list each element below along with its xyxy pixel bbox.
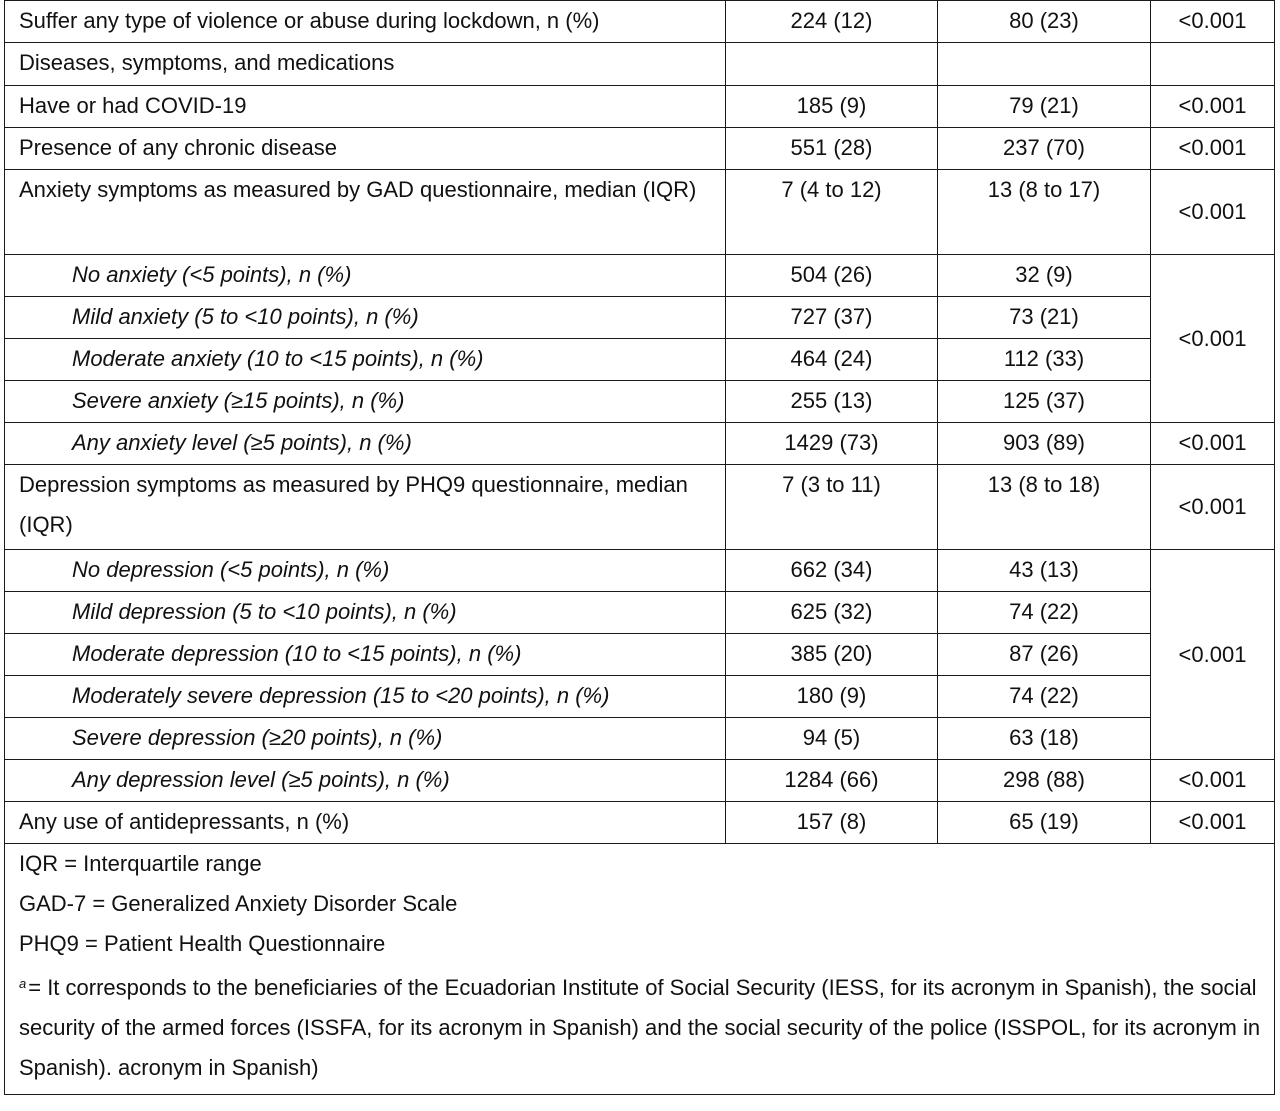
group2-value: 13 (8 to 18) xyxy=(938,465,1151,550)
table-row xyxy=(5,339,1275,381)
row-label: Suffer any type of violence or abuse during lockdown, n (%) xyxy=(5,1,726,43)
group1-value xyxy=(726,43,938,86)
row-label: No anxiety (<5 points), n (%) xyxy=(5,255,726,297)
group2-value: 125 (37) xyxy=(938,381,1151,423)
table-row xyxy=(5,381,1275,423)
row-label: Have or had COVID-19 xyxy=(5,86,726,128)
section-heading: Diseases, symptoms, and medications xyxy=(5,43,726,86)
row-label: No depression (<5 points), n (%) xyxy=(5,550,726,592)
p-value: <0.001 xyxy=(1151,423,1275,465)
group1-value: 157 (8) xyxy=(726,802,938,844)
group1-value: 180 (9) xyxy=(726,676,938,718)
group1-value: 1429 (73) xyxy=(726,423,938,465)
group2-value: 298 (88) xyxy=(938,760,1151,802)
table-row xyxy=(5,592,1275,634)
row-label: Severe anxiety (≥15 points), n (%) xyxy=(5,381,726,423)
group2-value: 32 (9) xyxy=(938,255,1151,297)
group1-value: 185 (9) xyxy=(726,86,938,128)
group2-value: 87 (26) xyxy=(938,634,1151,676)
p-value: <0.001 xyxy=(1151,128,1275,170)
group1-value: 7 (4 to 12) xyxy=(726,170,938,255)
group1-value: 504 (26) xyxy=(726,255,938,297)
row-label: Any anxiety level (≥5 points), n (%) xyxy=(5,423,726,465)
footnote-gad: GAD-7 = Generalized Anxiety Disorder Scale xyxy=(19,891,458,916)
row-label: Any use of antidepressants, n (%) xyxy=(5,802,726,844)
table-row xyxy=(5,718,1275,760)
footnote-iqr: IQR = Interquartile range xyxy=(19,851,262,876)
group1-value: 255 (13) xyxy=(726,381,938,423)
table-row xyxy=(5,423,1275,465)
group2-value: 63 (18) xyxy=(938,718,1151,760)
table-row xyxy=(5,550,1275,592)
row-label: Moderate depression (10 to <15 points), n (%) xyxy=(5,634,726,676)
table-footnotes-row xyxy=(5,844,1275,1095)
group2-value: 74 (22) xyxy=(938,592,1151,634)
footnote-phq: PHQ9 = Patient Health Questionnaire xyxy=(19,931,386,956)
group1-value: 224 (12) xyxy=(726,1,938,43)
group1-value: 551 (28) xyxy=(726,128,938,170)
table-row xyxy=(5,128,1275,170)
table-row xyxy=(5,43,1275,86)
table-row xyxy=(5,255,1275,297)
row-label: Presence of any chronic disease xyxy=(5,128,726,170)
results-table xyxy=(4,0,1275,1095)
p-value xyxy=(1151,43,1275,86)
group1-value: 464 (24) xyxy=(726,339,938,381)
group1-value: 1284 (66) xyxy=(726,760,938,802)
p-value: <0.001 xyxy=(1151,550,1275,760)
table-row xyxy=(5,465,1275,550)
footnote-a-marker: a xyxy=(19,976,27,991)
row-label: Anxiety symptoms as measured by GAD questionnaire, median (IQR) xyxy=(5,170,726,255)
group2-value: 73 (21) xyxy=(938,297,1151,339)
p-value: <0.001 xyxy=(1151,86,1275,128)
row-label: Moderate anxiety (10 to <15 points), n (%) xyxy=(5,339,726,381)
table-row xyxy=(5,86,1275,128)
group2-value xyxy=(938,43,1151,86)
p-value: <0.001 xyxy=(1151,760,1275,802)
row-label: Mild depression (5 to <10 points), n (%) xyxy=(5,592,726,634)
group2-value: 237 (70) xyxy=(938,128,1151,170)
p-value: <0.001 xyxy=(1151,170,1275,255)
table-row xyxy=(5,676,1275,718)
row-label: Depression symptoms as measured by PHQ9 questionnaire, median (IQR) xyxy=(5,465,726,550)
group2-value: 65 (19) xyxy=(938,802,1151,844)
group2-value: 112 (33) xyxy=(938,339,1151,381)
table-row xyxy=(5,170,1275,255)
p-value: <0.001 xyxy=(1151,465,1275,550)
table-row xyxy=(5,802,1275,844)
table-footnotes xyxy=(5,844,1275,1095)
group2-value: 74 (22) xyxy=(938,676,1151,718)
group2-value: 903 (89) xyxy=(938,423,1151,465)
table-row xyxy=(5,634,1275,676)
group1-value: 94 (5) xyxy=(726,718,938,760)
row-label: Mild anxiety (5 to <10 points), n (%) xyxy=(5,297,726,339)
p-value: <0.001 xyxy=(1151,802,1275,844)
group2-value: 80 (23) xyxy=(938,1,1151,43)
group1-value: 662 (34) xyxy=(726,550,938,592)
row-label: Moderately severe depression (15 to <20 points), n (%) xyxy=(5,676,726,718)
table-row xyxy=(5,1,1275,43)
group2-value: 79 (21) xyxy=(938,86,1151,128)
p-value: <0.001 xyxy=(1151,1,1275,43)
group1-value: 385 (20) xyxy=(726,634,938,676)
table-row xyxy=(5,297,1275,339)
p-value: <0.001 xyxy=(1151,255,1275,423)
footnote-a-text: = It corresponds to the beneficiaries of the Ecuadorian Institute of Social Security (IESS, for its acronym in Spanish), the social security of the armed forces (ISSFA, for its acronym in Spanish) and the social security of the police (ISSPOL, for its acronym in Spanish). acronym in Spanish) xyxy=(19,975,1261,1080)
table-row xyxy=(5,760,1275,802)
footnote-a xyxy=(19,964,1266,1088)
group1-value: 727 (37) xyxy=(726,297,938,339)
group2-value: 13 (8 to 17) xyxy=(938,170,1151,255)
group2-value: 43 (13) xyxy=(938,550,1151,592)
row-label: Any depression level (≥5 points), n (%) xyxy=(5,760,726,802)
row-label: Severe depression (≥20 points), n (%) xyxy=(5,718,726,760)
group1-value: 625 (32) xyxy=(726,592,938,634)
group1-value: 7 (3 to 11) xyxy=(726,465,938,550)
